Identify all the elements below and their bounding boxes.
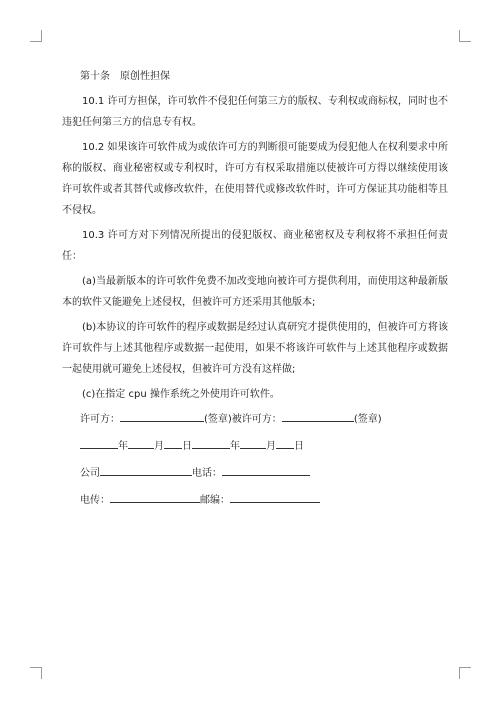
crop-mark-bottom-right — [459, 667, 471, 679]
licensee-blank[interactable] — [282, 409, 354, 422]
year-label-1: 年 — [118, 441, 128, 452]
crop-mark-top-right — [459, 30, 471, 42]
date-line — [62, 435, 448, 459]
licensor-day-blank[interactable] — [164, 436, 182, 449]
licensee-month-blank[interactable] — [240, 436, 266, 449]
article-heading: 第十条 原创性担保 — [80, 71, 170, 82]
month-label-1: 月 — [154, 441, 164, 452]
licensee-label: 被许可方： — [231, 414, 282, 425]
licensor-blank[interactable] — [120, 409, 204, 422]
clause-a: (a)当最新版本的许可软件免费不加改变地向被许可方提供利用，而使用这种最新版本的软件又能避免上述侵权，但被许可方还采用其他版本; — [62, 276, 448, 308]
licensee-day-blank[interactable] — [276, 436, 294, 449]
crop-mark-bottom-left — [30, 667, 42, 679]
company-label: 公司 — [80, 468, 100, 479]
licensee-year-blank[interactable] — [192, 436, 230, 449]
postcode-blank[interactable] — [230, 490, 320, 503]
year-label-2: 年 — [230, 441, 240, 452]
licensor-label: 许可方： — [80, 414, 120, 425]
company-phone-line — [62, 462, 448, 486]
phone-blank[interactable] — [222, 463, 310, 476]
licensee-seal-label: (签章) — [353, 414, 382, 425]
fax-postcode-line — [62, 489, 448, 513]
fax-label: 电传： — [80, 495, 110, 506]
clause-c: (c)在指定 cpu 操作系统之外使用许可软件。 — [82, 389, 280, 400]
clause-10-2: 10.2 如果该许可软件成为或依许可方的判断很可能要成为侵犯他人在权利要求中所称的版权、商业秘密权或专利权时，许可方有权采取措施以使被许可方得以继续使用该许可软件或者其替代或修改软件，在使用替代或修改软件时，许可方保证其功能相等且不侵权。 — [62, 142, 448, 216]
crop-mark-top-left — [30, 30, 42, 42]
signature-line — [62, 408, 448, 432]
phone-label: 电话： — [192, 468, 222, 479]
postcode-label: 邮编： — [200, 495, 230, 506]
fax-blank[interactable] — [110, 490, 200, 503]
clause-10-1: 10.1 许可方担保，许可软件不侵犯任何第三方的版权、专利权或商标权，同时也不违犯任何第三方的信息专有权。 — [62, 96, 448, 128]
day-label-2: 日 — [294, 441, 304, 452]
licensor-year-blank[interactable] — [80, 436, 118, 449]
day-label-1: 日 — [182, 441, 192, 452]
licensor-seal-label: (签章) — [204, 414, 232, 425]
month-label-2: 月 — [266, 441, 276, 452]
licensor-month-blank[interactable] — [128, 436, 154, 449]
company-blank[interactable] — [100, 463, 192, 476]
clause-10-3: 10.3 许可方对下列情况所提出的侵犯版权、商业秘密权及专利权将不承担任何责任： — [62, 230, 448, 262]
clause-b: (b)本协议的许可软件的程序或数据是经过认真研究才提供使用的，但被许可方将该许可软件与上述其他程序或数据一起使用，如果不将该许可软件与上述其他程序或数据一起使用就可避免上述侵权，但被许可方没有这样做; — [62, 322, 448, 375]
document-body — [62, 66, 448, 513]
